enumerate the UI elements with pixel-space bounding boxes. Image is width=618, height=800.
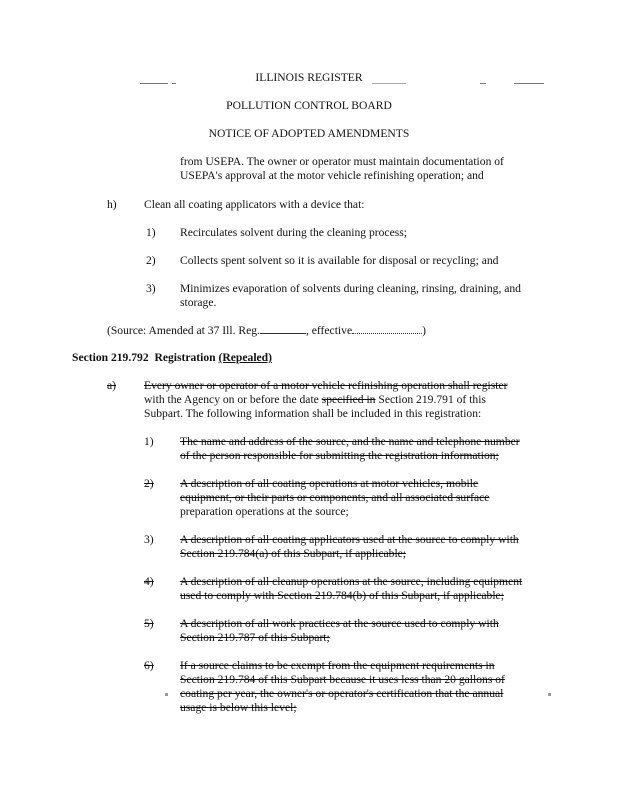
subitem-text: Section 219.784(a) of this Subpart, if applicable;: [180, 547, 407, 560]
source-note: [107, 324, 426, 338]
continuation-line: from USEPA. The owner or operator must maintain documentation of: [180, 155, 504, 168]
blank-field: [352, 333, 422, 334]
item-a-text-part: Section 219.791 of this: [375, 393, 486, 406]
source-suffix: ): [422, 324, 426, 337]
section-heading: [72, 351, 272, 365]
section-number: Section 219.792: [72, 351, 149, 364]
scan-mark: [165, 693, 168, 696]
subitem-text: Section 219.784 of this Subpart because it uses less than 20 gallons of: [180, 673, 505, 686]
notice-title: NOTICE OF ADOPTED AMENDMENTS: [208, 127, 410, 140]
subitem-label: 3): [144, 533, 154, 546]
subitem-label: 1): [144, 435, 154, 448]
register-title: ILLINOIS REGISTER: [255, 71, 363, 84]
subitem-text: A description of all work practices at the source used to comply with: [180, 617, 499, 630]
subitem-text: Minimizes evaporation of solvents during cleaning, rinsing, draining, and: [180, 282, 521, 295]
subitem-label: 1): [146, 226, 156, 239]
subitem-text: Recirculates solvent during the cleaning process;: [180, 226, 407, 239]
subitem-text: used to comply with Section 219.784(b) of this Subpart, if applicable;: [180, 589, 504, 602]
scan-mark: [480, 83, 486, 84]
subitem-text: of the person responsible for submitting the registration information;: [180, 449, 499, 462]
subitem-text: Section 219.787 of this Subpart;: [180, 631, 330, 644]
subitem-label: 3): [146, 282, 156, 295]
subitem-text: coating per year, the owner's or operator's certification that the annual: [180, 687, 504, 700]
scan-mark: [514, 83, 544, 84]
item-a-text: [144, 393, 486, 407]
item-a-text: Every owner or operator of a motor vehicle refinishing operation shall register: [144, 379, 508, 392]
subitem-text: The name and address of the source, and the name and telephone number: [180, 435, 520, 448]
subitem-text: A description of all coating applicators used at the source to comply with: [180, 533, 519, 546]
subitem-label: 4): [144, 575, 154, 588]
board-title: POLLUTION CONTROL BOARD: [226, 99, 392, 112]
section-status: (Repealed): [218, 351, 272, 364]
subitem-text: usage is below this level;: [180, 701, 297, 714]
item-h-label: h): [107, 198, 117, 211]
subitem-label: 2): [144, 477, 154, 490]
subitem-text: A description of all coating operations at motor vehicles, mobile: [180, 477, 479, 490]
subitem-text: storage.: [180, 296, 217, 309]
source-prefix: (Source: Amended at 37 Ill. Reg.: [107, 324, 260, 337]
subitem-label: 5): [144, 617, 154, 630]
item-a-text-struck: specified in: [321, 393, 376, 406]
item-a-text: Subpart. The following information shall be included in this registration:: [144, 407, 482, 420]
section-title: Registration: [154, 351, 216, 364]
subitem-label: 2): [146, 254, 156, 267]
scan-mark: [548, 693, 551, 696]
source-effective: , effective: [305, 324, 353, 337]
subitem-text: preparation operations at the source;: [180, 505, 349, 518]
item-a-label: a): [107, 379, 117, 392]
continuation-line: USEPA's approval at the motor vehicle refinishing operation; and: [180, 169, 484, 182]
subitem-text: Collects spent solvent so it is available for disposal or recycling; and: [180, 254, 499, 267]
subitem-text: equipment, or their parts or components, and all associated surface: [180, 491, 490, 504]
item-h-text: Clean all coating applicators with a device that:: [144, 198, 365, 211]
scan-mark: [372, 83, 406, 84]
subitem-label: 6): [144, 659, 154, 672]
subitem-text: A description of all cleanup operations at the source, including equipment: [180, 575, 523, 588]
subitem-text: If a source claims to be exempt from the equipment requirements in: [180, 659, 495, 672]
blank-field: [260, 333, 306, 334]
item-a-text-part: with the Agency on or before the date: [144, 393, 322, 406]
